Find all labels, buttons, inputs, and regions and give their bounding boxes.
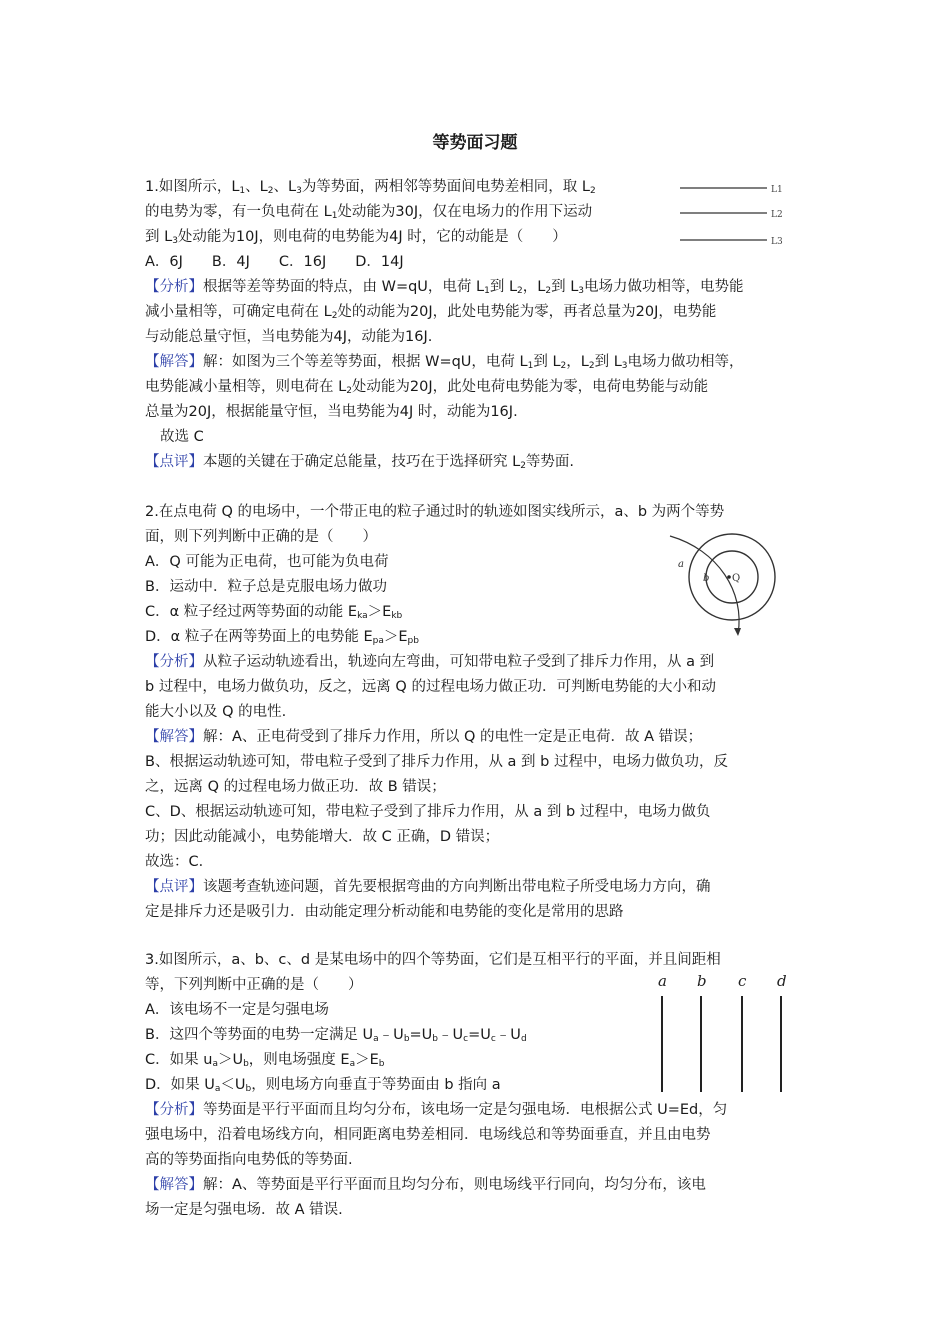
q2-analysis-2: b 过程中，电场力做负功，反之，远离 Q 的过程电场力做正功．可判断电势能的大小和动 [145, 679, 716, 695]
label-l2: L2 [771, 210, 783, 220]
page-title: 等势面习题 [432, 133, 518, 153]
q2-answer-1: 【解答】解：A、正电荷受到了排斥力作用，所以 Q 的电性一定是正电荷．故 A 错误； [145, 729, 703, 745]
q2-point-charge-figure [660, 530, 780, 642]
q2-answer-2: B、根据运动轨迹可知，带电粒子受到了排斥力作用，从 a 到 b 过程中，电场力做负功，反 [145, 754, 728, 770]
label-d: d [777, 972, 787, 990]
q3-answer-2: 场一定是匀强电场．故 A 错误. [145, 1202, 343, 1218]
q2-analysis-3: 能大小以及 Q 的电性. [145, 704, 287, 720]
q1-options: A．6J B．4J C．16J D．14J [145, 254, 404, 270]
q3-answer-1: 【解答】解：A、等势面是平行平面而且均匀分布，则电场线平行同向，均匀分布，该电 [145, 1177, 706, 1193]
q2-line-1: 2.在点电荷 Q 的电场中，一个带正电的粒子通过时的轨迹如图实线所示，a、b 为两个等势 [145, 504, 725, 520]
q2-answer-3: 之，远离 Q 的过程电场力做正功．故 B 错误； [145, 779, 446, 795]
q1-answer-2: 电势能减小量相等，则电荷在 $L_2$处动能为20J，此处电荷电势能为零，电荷电势能与动能 [145, 379, 709, 396]
q2-answer-5: 功；因此动能减小，电势能增大．故 C 正确，D 错误； [145, 829, 500, 845]
q1-equipotential-figure [675, 178, 793, 250]
q1-comment: 【点评】本题的关键在于确定总能量，技巧在于选择研究 $L_2$等势面. [145, 454, 575, 471]
q3-option-b: B．这四个等势面的电势一定满足 $U_a﹣U_b=U_b﹣U_c=U_c﹣U_d$ [145, 1027, 527, 1044]
q1-line-1: 1.如图所示，$L_1$、$L_2$、$L_3$为等势面，两相邻等势面间电势差相同，取 $L_2$ [145, 179, 596, 196]
q2-answer-4: C、D、根据运动轨迹可知，带电粒子受到了排斥力作用，从 a 到 b 过程中，电场力做负 [145, 804, 711, 820]
label-b: b [697, 972, 707, 990]
label-l1: L1 [771, 185, 783, 195]
q3-parallel-planes-figure [650, 968, 800, 1096]
label-a: a [658, 972, 667, 990]
q2-answer-6: 故选：C． [145, 854, 214, 870]
q2-comment-1: 【点评】该题考查轨迹问题，首先要根据弯曲的方向判断出带电粒子所受电场力方向，确 [145, 879, 711, 895]
label-b: b [703, 573, 710, 584]
q1-line-3: 到 $L_3$处动能为10J，则电荷的电势能为4J 时，它的动能是（ ） [145, 229, 567, 246]
q1-line-2: 的电势为零，有一负电荷在 $L_1$处动能为30J，仅在电场力的作用下运动 [145, 204, 593, 221]
trajectory-arrow-icon [734, 628, 741, 636]
charge-dot [727, 575, 731, 579]
q1-answer-3: 总量为20J，根据能量守恒，当电势能为4J 时，动能为16J. [145, 404, 518, 420]
q3-option-c: C．如果 $u_a>U_b$，则电场强度 $E_a>E_b$ [145, 1052, 385, 1069]
label-q: Q [732, 573, 741, 584]
q2-option-a: A．Q 可能为正电荷，也可能为负电荷 [145, 554, 389, 570]
q2-option-b: B．运动中．粒子总是克服电场力做功 [145, 579, 387, 595]
q3-analysis-1: 【分析】等势面是平行平面而且均匀分布，该电场一定是匀强电场．电根据公式 U=Ed，匀 [145, 1102, 728, 1118]
q3-line-1: 3.如图所示，a、b、c、d 是某电场中的四个等势面，它们是互相平行的平面，并且间距相 [145, 952, 721, 968]
q3-analysis-2: 强电场中，沿着电场线方向，相同距离电势差相同．电场线总和等势面垂直，并且由电势 [145, 1127, 711, 1143]
q1-analysis-3: 与动能总量守恒，当电势能为4J，动能为16J. [145, 329, 433, 345]
q2-option-d: D．α 粒子在两等势面上的电势能 $E_{pa}>E_{pb}$ [145, 629, 419, 646]
q1-answer-1: 【解答】解：如图为三个等差等势面，根据 W=qU，电荷 $L_1$到 $L_2$，$L_2$到 $L_3$电场力做功相等， [145, 354, 744, 371]
q3-option-d: D．如果 $U_a<U_b$，则电场方向垂直于等势面由 b 指向 a [145, 1077, 501, 1094]
label-l3: L3 [771, 237, 783, 247]
q1-analysis-2: 减小量相等，可确定电荷在 $L_2$处的动能为20J，此处电势能为零，再者总量为20J，电势能 [145, 304, 717, 321]
q1-choice: 故选 C [160, 429, 204, 445]
q2-comment-2: 定是排斥力还是吸引力．由动能定理分析动能和电势能的变化是常用的思路 [145, 904, 624, 920]
q3-line-2: 等，下列判断中正确的是（ ） [145, 977, 363, 993]
label-a: a [678, 559, 684, 570]
label-c: c [738, 972, 747, 990]
q3-analysis-3: 高的等势面指向电势低的等势面. [145, 1152, 353, 1168]
q2-line-2: 面，则下列判断中正确的是（ ） [145, 529, 377, 545]
q2-option-c: C．α 粒子经过两等势面的动能 $E_{ka}>E_{kb}$ [145, 604, 403, 621]
q1-analysis-1: 【分析】根据等差等势面的特点，由 W=qU，电荷 $L_1$到 $L_2$，$L_2$到 $L_3$电场力做功相等，电势能 [145, 279, 744, 296]
q2-analysis-1: 【分析】从粒子运动轨迹看出，轨迹向左弯曲，可知带电粒子受到了排斥力作用，从 a 到 [145, 654, 715, 670]
q3-option-a: A．该电场不一定是匀强电场 [145, 1002, 329, 1018]
